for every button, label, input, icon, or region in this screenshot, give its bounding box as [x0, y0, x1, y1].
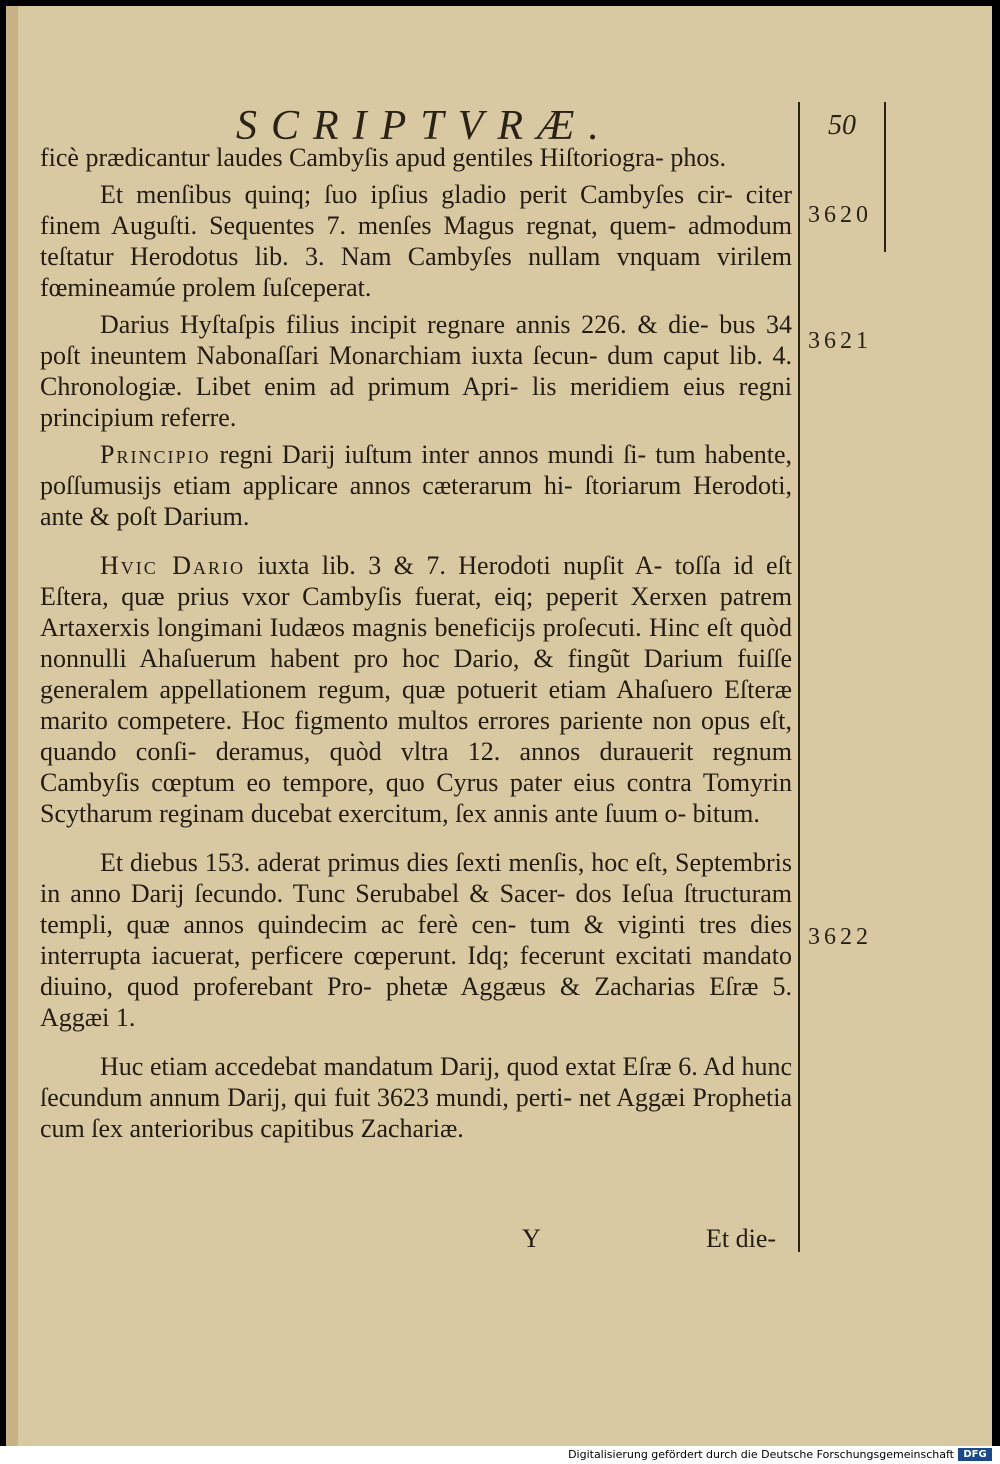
- margin-year: 3622: [808, 924, 872, 950]
- folio-number: 50: [828, 110, 856, 141]
- paragraph: Et diebus 153. aderat primus dies ſexti menſis, hoc eſt, Septembris in anno Darij ſecundo. Tunc Serubabel & Sacer- dos Ieſua ſtructuram templi, quæ annos quindecim ac ferè cen- tum & viginti tres dies interrupta iacuerat, perficere cœperunt. Idq; fecerunt excitati mandato diuino, quod proferebant Pro- phetæ Aggæus & Zacharias Eſræ 5. Aggæi 1.: [40, 848, 792, 1032]
- lead-word: Principio: [100, 440, 211, 469]
- margin-year: 3621: [808, 328, 872, 354]
- paragraph: ficè prædicantur laudes Cambyſis apud gentiles Hiſtoriogra- phos.: [40, 143, 726, 172]
- lead-word: Hvic Dario: [100, 551, 245, 580]
- main-text: [40, 142, 792, 1150]
- book-page: [6, 6, 992, 1446]
- paragraph: Huc etiam accedebat mandatum Darij, quod extat Eſræ 6. Ad hunc ſecundum annum Darij, qui fuit 3623 mundi, perti- net Aggæi Prophetia cum ſex anterioribus capitibus Zachariæ.: [40, 1052, 792, 1143]
- running-head: SCRIPTVRÆ.: [236, 103, 613, 149]
- paragraph: Darius Hyſtaſpis filius incipit regnare annis 226. & die- bus 34 poſt ineuntem Nabonaſſari Monarchiam iuxta ſecun- dum caput lib. 4. Chronologiæ. Libet enim ad primum Apri- lis meridiem eius regni principium referre.: [40, 310, 792, 432]
- margin-rule-right: [884, 102, 886, 252]
- paragraph: Et menſibus quinq; ſuo ipſius gladio perit Cambyſes cir- citer finem Auguſti. Sequentes 7. menſes Magus regnat, quem- admodum teſtatur Herodotus lib. 3. Nam Cambyſes nullam vnquam virilem fœmineamúe prolem ſuſceperat.: [40, 180, 792, 302]
- margin-year: 3620: [808, 202, 872, 228]
- paragraph-text: regni Darij iuſtum inter annos mundi ſi- tum habente, poſſumusijs etiam applicare annos cæterarum hi- ſtoriarum Herodoti, ante & poſt Darium.: [40, 440, 792, 531]
- margin-rule: [798, 102, 800, 1252]
- paragraph-text: iuxta lib. 3 & 7. Herodoti nupſit A- toſſa id eſt Eſtera, quæ prius vxor Cambyſis fuerat, eiq; peperit Xerxen patrem Artaxerxis longimani Iudæos magnis beneficijs proſecuti. Hinc eſt quòd nonnulli Ahaſuerum habent pro hoc Dario, & fingũt Darium fuiſſe generalem appellationem regum, quæ potuerit etiam Ahaſuero Eſteræ marito competere. Hoc figmento multos errores pariente non opus eſt, quando conſi- deramus, quòd vltra 12. annos durauerit regnum Cambyſis cœptum eo tempore, quo Cyrus pater eius contra Tomyrin Scytharum reginam ducebat exercitum, ſex annis ante ſuum o- bitum.: [40, 551, 792, 828]
- catchword: Et die-: [706, 1224, 777, 1253]
- page-gutter: [6, 6, 18, 1446]
- paragraph: [40, 550, 792, 829]
- footer-bar: [0, 1446, 1000, 1464]
- footer-credit: Digitalisierung gefördert durch die Deutsche Forschungsgemeinschaft: [568, 1448, 954, 1461]
- paragraph: [40, 439, 792, 532]
- signature-mark: Y: [522, 1224, 541, 1253]
- dfg-logo: DFG: [958, 1448, 992, 1461]
